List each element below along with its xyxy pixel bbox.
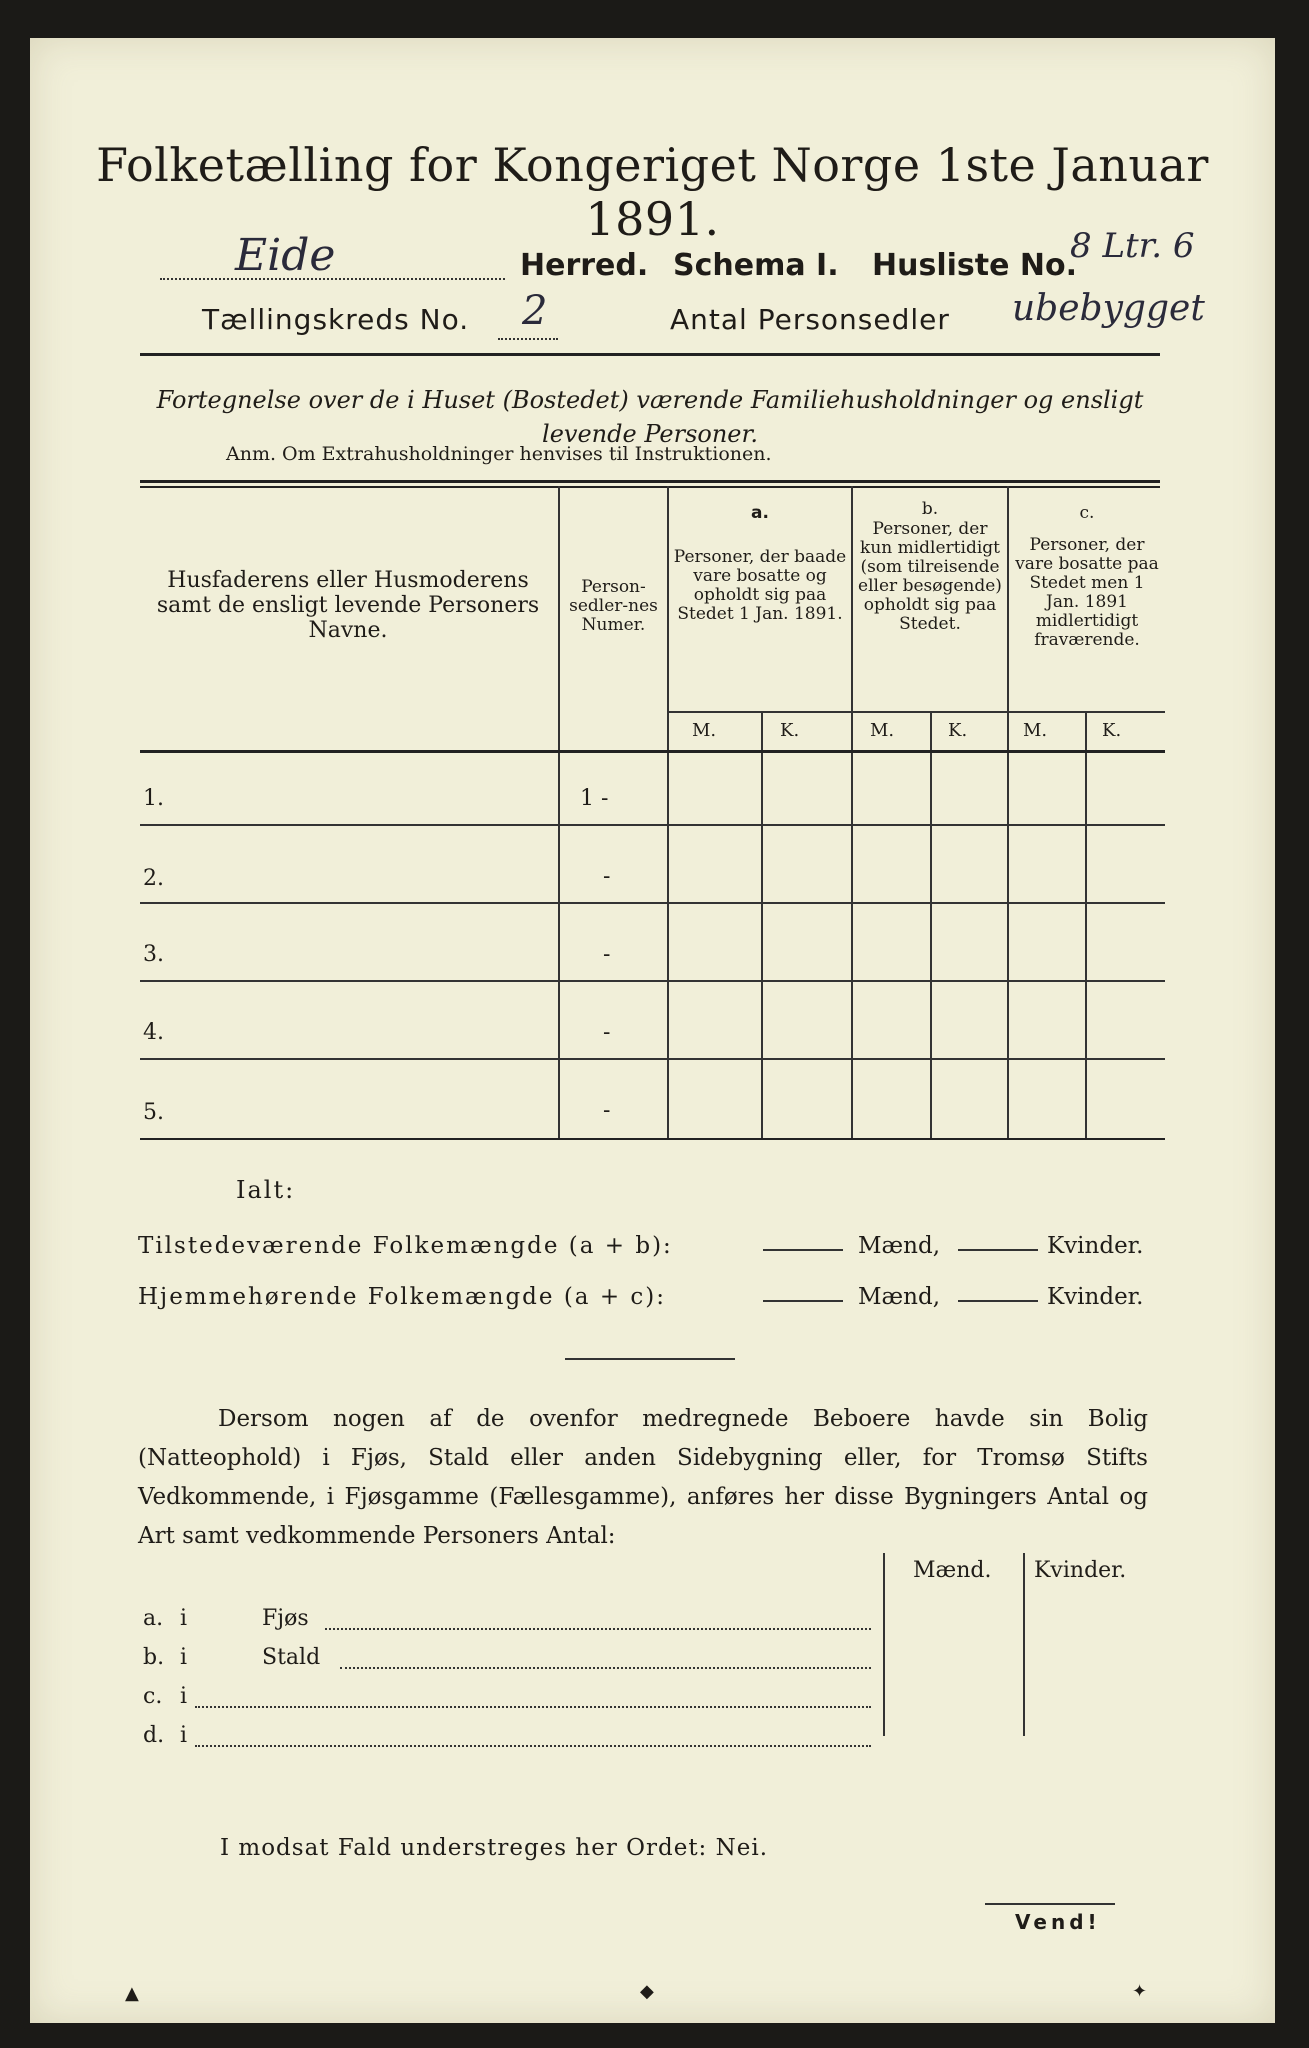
building-letter: a. (143, 1606, 164, 1631)
tilstede-kvinder: Kvinder. (1047, 1233, 1144, 1259)
corner-star-icon: ✦ (1132, 1981, 1148, 2002)
col-c-header: Personer, der vare bosatte paa Stedet men 1 Jan. 1891 midlertidigt fraværende. (1015, 535, 1159, 650)
building-i: i (180, 1606, 188, 1631)
row-number: 4. (143, 1020, 164, 1045)
personsedler-value: ubebygget (1012, 288, 1205, 329)
row-number: 5. (143, 1100, 164, 1125)
row-number: 1. (143, 786, 164, 811)
husliste-label: Husliste No. (872, 248, 1077, 283)
herred-label: Herred. (520, 248, 649, 283)
col-c-letter: c. (1079, 503, 1095, 523)
col-b-letter: b. (921, 499, 939, 519)
corner-mark-icon: ▲ (125, 1983, 139, 2004)
schema-label: Schema I. (673, 248, 839, 283)
col-a-k: K. (780, 720, 800, 741)
building-i: i (180, 1684, 188, 1709)
ialt-label: Ialt: (236, 1176, 296, 1204)
tilstede-label: Tilstedeværende Folkemængde (a + b): (138, 1233, 673, 1259)
husliste-value: 8 Ltr. 6 (1070, 226, 1195, 266)
intro-note: Anm. Om Extrahusholdninger henvises til Instruktionen. (226, 443, 772, 465)
kreds-field (498, 338, 558, 340)
building-label: Fjøs (262, 1606, 309, 1631)
building-i: i (180, 1723, 188, 1748)
row-numer: - (603, 1020, 611, 1045)
vend-label: Vend! (1015, 1910, 1101, 1934)
header-rule (140, 353, 1160, 356)
buildings-col-kvinder: Kvinder. (1034, 1558, 1127, 1583)
building-letter: d. (143, 1723, 165, 1748)
hjemme-kvinder: Kvinder. (1047, 1284, 1144, 1310)
col-c-m: M. (1023, 720, 1048, 741)
building-letter: b. (143, 1645, 165, 1670)
col-b-header: Personer, der kun midlertidigt (som tilreisende eller besøgende) opholdt sig paa Stedet. (858, 519, 1002, 634)
buildings-paragraph: Dersom nogen af de ovenfor medregnede Beboere havde sin Bolig (Natteophold) i Fjøs, Stald eller anden Sidebygning eller, for Tromsø Stifts Vedkommende, i Fjøsgamme (Fællesgamme), anføres her disse Bygningers Antal og Art samt vedkommende Personers Antal: (138, 1406, 1148, 1549)
hjemme-maend: Mænd, (858, 1284, 941, 1310)
building-letter: c. (143, 1684, 163, 1709)
building-i: i (180, 1645, 188, 1670)
kreds-value: 2 (522, 288, 548, 334)
row-numer: 1 - (580, 786, 609, 811)
nei-line: I modsat Fald understreges her Ordet: Nei. (220, 1835, 769, 1861)
col-a-header: Personer, der baade vare bosatte og opholdt sig paa Stedet 1 Jan. 1891. (673, 547, 847, 624)
row-numer: - (603, 942, 611, 967)
section-divider (565, 1358, 735, 1360)
hjemme-label: Hjemmehørende Folkemængde (a + c): (138, 1284, 666, 1310)
buildings-col-maend: Mænd. (913, 1558, 992, 1583)
center-mark-icon: ◆ (640, 1981, 654, 2002)
census-form-page (30, 38, 1275, 2023)
col-a-letter: a. (751, 503, 769, 523)
herred-field (160, 230, 505, 281)
herred-value: Eide (235, 230, 336, 281)
col-b-m: M. (870, 720, 895, 741)
col-c-k: K. (1102, 720, 1122, 741)
row-number: 2. (143, 866, 164, 891)
building-label: Stald (262, 1645, 321, 1670)
col-a-m: M. (692, 720, 717, 741)
col-names-header: Husfaderens eller Husmoderens samt de ensligt levende Personers Navne. (156, 568, 540, 643)
kreds-label: Tællingskreds No. (202, 303, 470, 336)
tilstede-maend: Mænd, (858, 1233, 941, 1259)
row-numer: - (603, 864, 611, 889)
col-numer-header: Person-sedler-nes Numer. (569, 577, 658, 635)
form-title: Folketælling for Kongeriget Norge 1ste Januar 1891. (96, 138, 1209, 246)
col-b-k: K. (948, 720, 968, 741)
personsedler-label: Antal Personsedler (670, 303, 950, 336)
row-number: 3. (143, 942, 164, 967)
row-numer: - (603, 1098, 611, 1123)
intro-heading: Fortegnelse over de i Huset (Bostedet) værende Familiehusholdninger og ensligt levende Personer. (156, 386, 1144, 448)
